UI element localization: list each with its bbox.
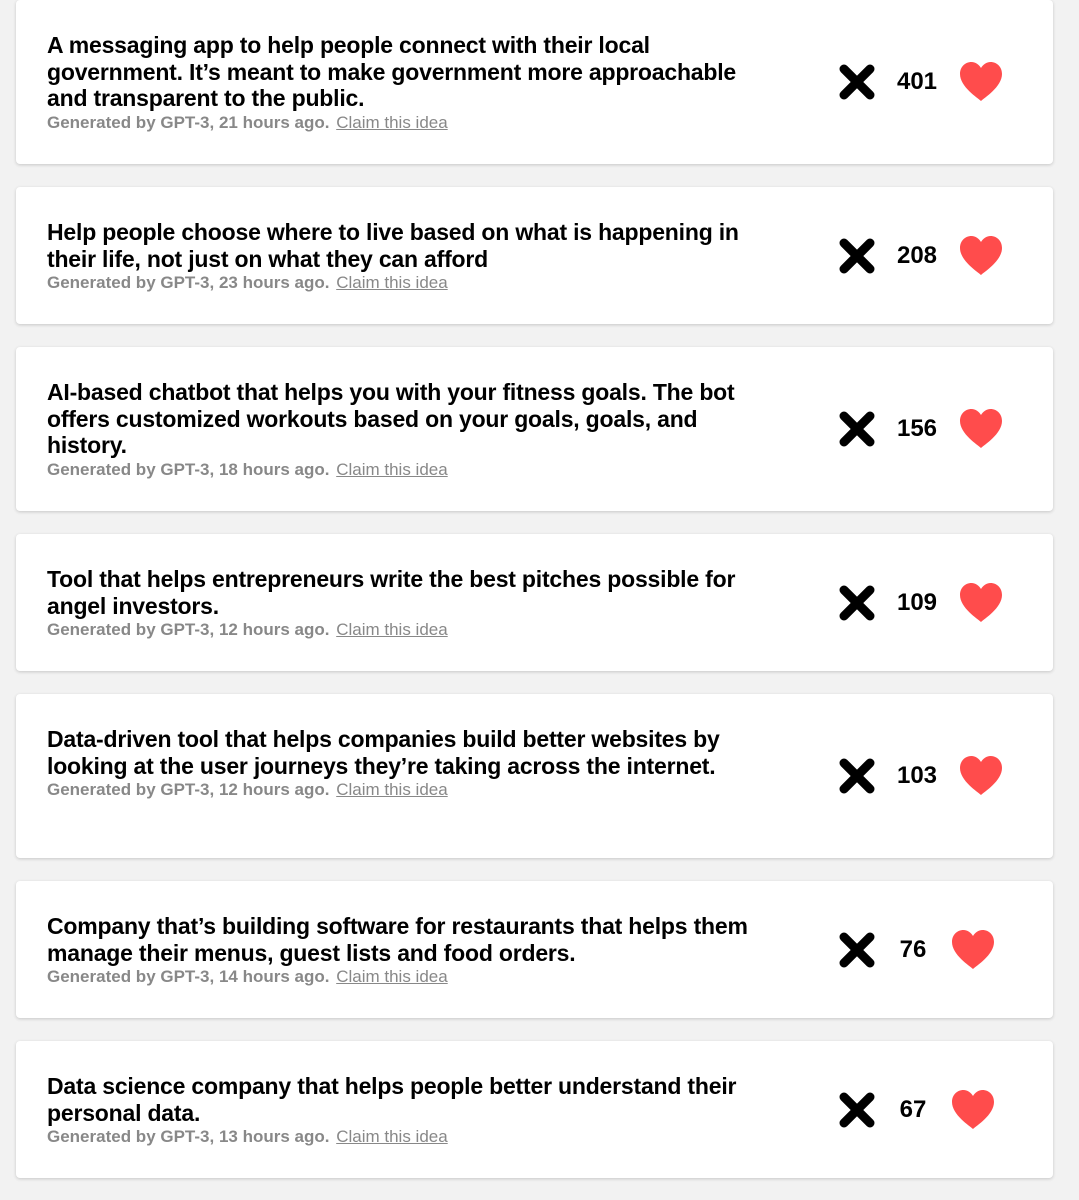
close-icon (838, 584, 876, 622)
like-count: 156 (896, 415, 938, 442)
heart-icon (950, 1089, 996, 1131)
like-button[interactable] (957, 407, 1005, 451)
heart-icon (950, 929, 996, 971)
idea-title: Help people choose where to live based on what is happening in their life, not just on what they can afford (47, 219, 739, 272)
heart-icon (958, 755, 1004, 797)
idea-meta (47, 459, 767, 481)
like-button[interactable] (949, 928, 997, 972)
like-count: 103 (896, 762, 938, 789)
idea-card (16, 881, 1053, 1018)
generated-info: Generated by GPT-3, 13 hours ago. (47, 1127, 330, 1146)
dismiss-button[interactable] (837, 62, 877, 102)
claim-idea-link[interactable]: Claim this idea (336, 780, 448, 799)
generated-info: Generated by GPT-3, 12 hours ago. (47, 780, 330, 799)
like-count: 401 (896, 68, 938, 95)
idea-meta (47, 1126, 767, 1148)
idea-title: Data science company that helps people better understand their personal data. (47, 1073, 737, 1126)
dismiss-button[interactable] (837, 930, 877, 970)
dismiss-button[interactable] (837, 1090, 877, 1130)
heart-icon (958, 61, 1004, 103)
heart-icon (958, 408, 1004, 450)
like-button[interactable] (957, 754, 1005, 798)
generated-info: Generated by GPT-3, 23 hours ago. (47, 273, 330, 292)
like-count: 76 (899, 935, 927, 963)
dismiss-button[interactable] (837, 583, 877, 623)
idea-actions (837, 754, 1005, 798)
idea-title: Company that’s building software for restaurants that helps them manage their menus, guest lists and food orders. (47, 913, 748, 966)
generated-info: Generated by GPT-3, 21 hours ago. (47, 112, 330, 132)
idea-meta (47, 272, 767, 294)
heart-icon (958, 235, 1004, 277)
idea-actions (837, 928, 997, 972)
close-icon (838, 1091, 876, 1129)
idea-meta (47, 779, 767, 801)
like-count: 109 (896, 588, 938, 616)
idea-actions (837, 407, 1005, 451)
generated-info: Generated by GPT-3, 18 hours ago. (47, 459, 330, 479)
idea-card (16, 534, 1053, 671)
idea-meta (47, 619, 767, 641)
generated-info: Generated by GPT-3, 12 hours ago. (47, 620, 330, 639)
idea-card (16, 0, 1053, 164)
close-icon (838, 410, 876, 448)
claim-idea-link[interactable]: Claim this idea (336, 273, 448, 292)
like-button[interactable] (957, 234, 1005, 278)
like-button[interactable] (949, 1088, 997, 1132)
idea-title: Tool that helps entrepreneurs write the best pitches possible for angel investors. (47, 566, 736, 619)
idea-actions (837, 581, 1005, 625)
claim-idea-link[interactable]: Claim this idea (336, 1127, 448, 1146)
heart-icon (958, 582, 1004, 624)
like-button[interactable] (957, 581, 1005, 625)
like-count: 208 (896, 241, 938, 269)
dismiss-button[interactable] (837, 409, 877, 449)
claim-idea-link[interactable]: Claim this idea (336, 620, 448, 639)
idea-card (16, 347, 1053, 511)
idea-actions (837, 60, 1005, 104)
dismiss-button[interactable] (837, 756, 877, 796)
idea-actions (837, 1088, 997, 1132)
idea-title: Data-driven tool that helps companies build better websites by looking at the user journeys they’re taking across the internet. (47, 726, 720, 779)
claim-idea-link[interactable]: Claim this idea (336, 112, 448, 132)
idea-title: AI-based chatbot that helps you with your fitness goals. The bot offers customized workouts based on your goals, goals, and history. (47, 379, 735, 458)
close-icon (838, 757, 876, 795)
claim-idea-link[interactable]: Claim this idea (336, 967, 448, 986)
idea-card (16, 187, 1053, 324)
idea-card (16, 1041, 1053, 1178)
like-button[interactable] (957, 60, 1005, 104)
close-icon (838, 237, 876, 275)
claim-idea-link[interactable]: Claim this idea (336, 459, 448, 479)
close-icon (838, 63, 876, 101)
like-count: 67 (899, 1095, 927, 1123)
close-icon (838, 931, 876, 969)
idea-meta (47, 966, 767, 988)
idea-actions (837, 234, 1005, 278)
dismiss-button[interactable] (837, 236, 877, 276)
idea-title: A messaging app to help people connect with their local government. It’s meant to make government more approachable and transparent to the public. (47, 32, 737, 111)
idea-meta (47, 112, 767, 134)
generated-info: Generated by GPT-3, 14 hours ago. (47, 967, 330, 986)
idea-card (16, 694, 1053, 858)
